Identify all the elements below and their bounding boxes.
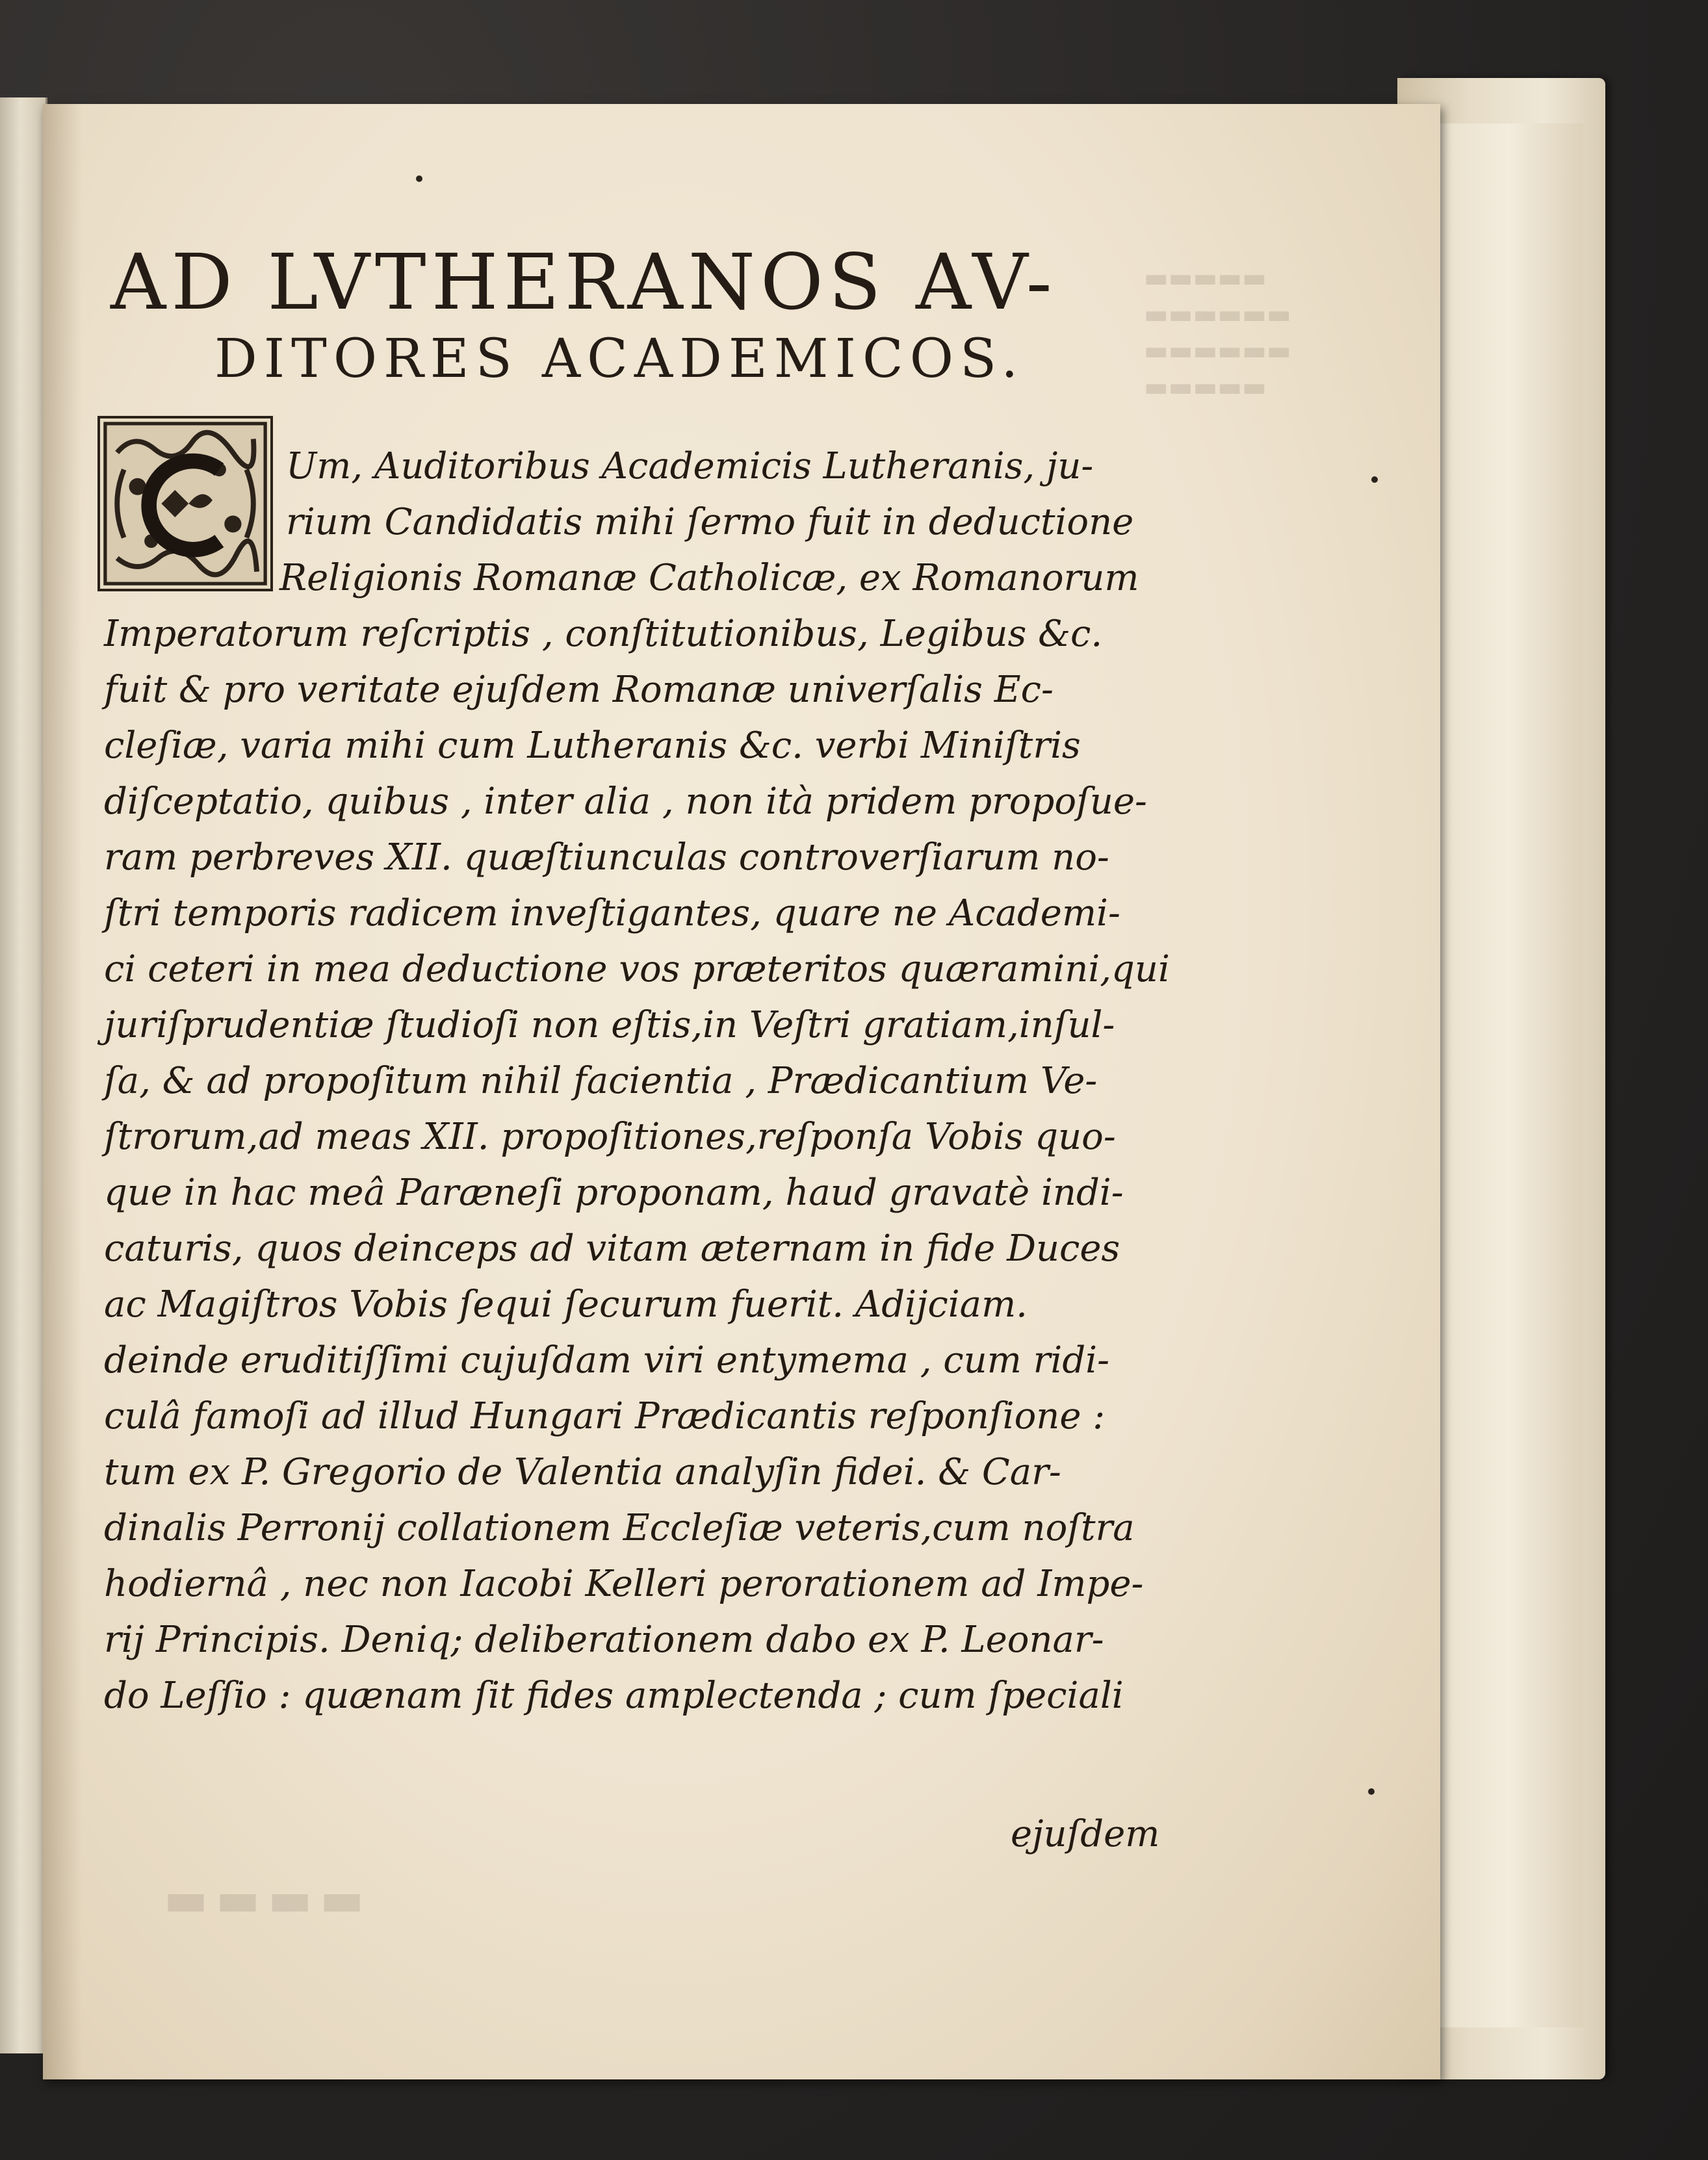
text-line: ci ceteri in mea deductione vos præteritos quæramini,qui <box>104 948 1170 990</box>
text-line: tum ex P. Gregorio de Valentia analyſin fidei. & Car- <box>104 1451 1061 1493</box>
text-line: deinde eruditiſſimi cujuſdam viri entymema , cum ridi- <box>104 1339 1109 1382</box>
text-line: ac Magiſtros Vobis ſequi ſecurum fuerit. Adijciam. <box>104 1283 1028 1326</box>
page-gutter-shadow <box>43 104 82 2079</box>
ink-speck <box>1371 476 1378 483</box>
text-line: diſceptatio, quibus , inter alia , non ità pridem propoſue- <box>104 780 1147 823</box>
text-line: culâ famoſi ad illud Hungari Prædicantis reſponſione : <box>104 1395 1106 1437</box>
book-page-stack <box>1430 123 1583 2027</box>
show-through-text: ▬▬▬▬▬ ▬▬▬▬▬▬ ▬▬▬▬▬▬ ▬▬▬▬▬ <box>1144 263 1291 402</box>
text-line: que in hac meâ Paræneſi proponam, haud gravatè indi- <box>104 1172 1124 1214</box>
text-line: ram perbreves XII. quæſtiunculas controverſiarum no- <box>104 836 1109 879</box>
text-line: do Leſſio : quænam ſit fides amplectenda ; cum ſpeciali <box>104 1675 1124 1717</box>
text-line: rij Principis. Deniq; deliberationem dabo ex P. Leonar- <box>104 1619 1104 1661</box>
ink-speck <box>416 175 422 182</box>
heading-line-1: AD LVTHERANOS AV- <box>110 237 1057 327</box>
text-line: fuit & pro veritate ejuſdem Romanæ univerſalis Ec- <box>104 669 1054 711</box>
text-line: cleſiæ, varia mihi cum Lutheranis &c. verbi Miniſtris <box>104 725 1081 767</box>
text-line: Um, Auditoribus Academicis Lutheranis, ju- <box>286 445 1094 487</box>
text-line: Imperatorum reſcriptis , conſtitutionibus, Legibus &c. <box>104 613 1103 655</box>
text-line: juriſprudentiæ ſtudioſi non eſtis,in Veſtri gratiam,inſul- <box>104 1004 1115 1046</box>
text-line: caturis, quos deinceps ad vitam æternam in fide Duces <box>104 1228 1120 1270</box>
text-line: ſtri temporis radicem inveſtigantes, quare ne Academi- <box>104 892 1120 934</box>
text-line: rium Candidatis mihi ſermo fuit in deductione <box>286 501 1134 543</box>
heading-line-2: DITORES ACADEMICOS. <box>214 328 1025 390</box>
ornament-initial-icon <box>100 418 270 589</box>
catchword: ejuſdem <box>1011 1813 1160 1855</box>
text-line: ſa, & ad propoſitum nihil facientia , Prædicantium Ve- <box>104 1060 1098 1102</box>
text-line: hodiernâ , nec non Iacobi Kelleri perorationem ad Impe- <box>104 1563 1144 1605</box>
text-line: Religionis Romanæ Catholicæ, ex Romanorum <box>279 557 1139 599</box>
ink-speck <box>1368 1788 1375 1795</box>
text-line: dinalis Perronij collationem Eccleſiæ veteris,cum noſtra <box>104 1507 1135 1549</box>
show-through-footer: ▬▬▬▬ <box>156 1871 365 1926</box>
text-line: ſtrorum,ad meas XII. propoſitiones,reſponſa Vobis quo- <box>104 1116 1116 1158</box>
decorated-initial <box>97 416 273 591</box>
facing-page-edge <box>0 97 47 2053</box>
